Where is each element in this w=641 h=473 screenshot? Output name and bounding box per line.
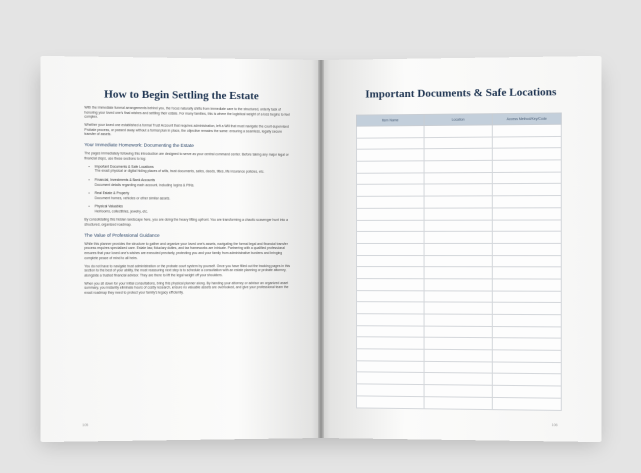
table-cell [424,279,492,291]
guidance-paragraph: When you sit down for your initial consultations, bring this physical planner along. By handing your attorney or advisor an organized asset summary, you instantly eliminate hours of costly research, ensure no valuable assets are overlooked, and give your professional team the exact roadmap they need to protect your family's legacy efficiently. [84,280,289,295]
table-cell [492,291,561,303]
list-item-text: Document homes, vehicles or other similar assets. [94,195,171,201]
table-row [357,172,562,185]
table-row [357,290,562,303]
section-heading: The Value of Professional Guidance [84,232,160,238]
table-row [357,267,562,279]
table-cell [492,350,561,362]
table-cell [357,302,425,314]
table-cell [492,196,561,208]
table-cell [492,385,561,398]
table-cell [492,184,561,196]
documents-table [356,113,562,411]
table-cell [492,303,561,315]
column-header-item-name: Item Name [357,114,425,126]
right-page [322,56,601,442]
column-header-location: Location [424,114,492,126]
table-cell [357,220,425,232]
table-cell [357,161,425,173]
table-cell [424,396,492,409]
table-cell [424,361,492,373]
table-cell [357,337,425,349]
list-item [95,205,291,215]
guidance-paragraph: You do not have to navigate trust administration or the probate court system by yourself. Once you have filled out the tracking pages in this section to the best of your ability, the most reassuring next step is to schedule a consultation with an estate planning or probate attorney, alongside a trusted financial advisor. They are there to lift the legal weight off your shoulders. [84,263,291,278]
table-cell [424,338,492,350]
table-cell [424,125,492,137]
table-cell [424,220,492,232]
table-cell [492,326,561,338]
table-cell [357,290,425,302]
table-cell [424,243,492,255]
document-checklist [95,164,291,214]
table-cell [424,196,492,208]
table-cell [424,172,492,184]
table-cell [424,385,492,398]
table-cell [424,302,492,314]
table-cell [357,232,425,244]
table-cell [492,267,561,279]
table-cell [424,137,492,149]
table-cell [357,137,425,149]
table-cell [492,255,561,267]
table-cell [492,338,561,350]
table-cell [357,267,425,279]
table-cell [492,279,561,291]
table-cell [424,184,492,196]
list-item-title: • Financial, Investments & Bank Accounts [94,177,155,183]
right-page-number: 106 [551,423,558,428]
table-row [357,184,562,197]
table-cell [492,219,561,231]
left-page-body [84,105,291,298]
list-item-text: Document details regarding each account, including logins & PINs. [94,182,195,187]
section-heading: Your Immediate Homework: Documenting the Estate [84,142,194,148]
list-item [95,191,291,201]
column-header-access-method: Access Method/Key/Code [492,113,561,125]
table-cell [357,384,425,396]
section-closing: By consolidating this hidden landscape here, you are doing the heavy lifting upfront. You are transforming a chaotic scavenger hunt into a structured, organized roadmap. [84,217,288,227]
table-cell [357,279,425,291]
table-cell [357,149,425,161]
table-cell [424,149,492,161]
table-row [357,396,562,410]
right-page-title: Important Documents & Safe Locations [365,86,557,101]
table-cell [357,325,425,337]
left-page-number: 105 [82,423,89,428]
open-planner-book [46,60,596,440]
list-item-text: Heirlooms, collectibles, jewelry, etc. [94,209,148,214]
table-cell [357,396,425,409]
list-item-title: • Physical Valuables [94,204,123,209]
table-cell [424,255,492,267]
table-cell [357,255,425,267]
table-cell [492,136,561,148]
table-body [357,124,562,410]
intro-paragraph: Whether your loved one established a formal Trust Account that requires administration, left a Will that must navigate the court-supervised Probate process, or passed away without a formal plan in place, the objective remains the same: ensuring a seamless, legally secure transfer of assets. [84,122,289,137]
section-intro: The pages immediately following this introduction are designed to serve as your central command center. Before taking any major legal or financial steps, use these sections to log: [84,151,289,161]
book-spine [318,60,324,438]
table-cell [492,231,561,243]
table-cell [492,314,561,326]
table-cell [492,148,561,160]
table-cell [424,267,492,279]
table-cell [357,361,425,373]
table-row [357,231,562,243]
list-item [95,164,291,174]
left-page-title: How to Begin Settling the Estate [104,88,259,103]
table-cell [357,314,425,326]
intro-paragraph: With the immediate funeral arrangements behind you, the focus naturally shifts from immediate care to the structured, orderly task of honoring your loved one's final wishes and settling their estate. For many families, this is where the logistical weight of a loss begins to feel complex. [84,105,290,119]
table-cell [357,126,425,138]
table-cell [357,184,425,196]
table-cell [424,349,492,361]
table-cell [492,208,561,220]
table-cell [492,397,561,410]
list-item-text: The exact physical or digital hiding places of wills, trust documents, safes, deeds, titles, life insurance policies, etc. [94,168,265,174]
table-cell [357,372,425,384]
table-row [357,219,562,231]
table-cell [424,326,492,338]
table-cell [424,208,492,220]
table-cell [357,243,425,255]
table-cell [357,196,425,208]
table-cell [424,231,492,243]
table-row [357,196,562,209]
table-cell [492,374,561,387]
table-cell [357,208,425,220]
list-item [95,178,291,188]
table-cell [357,173,425,185]
table-cell [424,160,492,172]
table-cell [492,243,561,255]
left-page [41,56,320,442]
table-row [357,255,562,267]
table-row [357,243,562,255]
guidance-paragraph: While this planner provides the structure to gather and organize your loved one's assets, navigating the formal legal and financial transfer process requires specialized care. Estate law, fiduciary duties, and tax frameworks are intricate. Partnering with a qualified professional ensures that your loved one's wishes are executed precisely, protecting you and your family from administrative burdens and bringing complete peace of mind to all heirs. [84,241,288,260]
list-item-title: • Real Estate & Property [94,191,130,196]
list-item-title: • Important Documents & Safe Locations [94,164,154,169]
table-row [357,208,562,220]
table-cell [424,290,492,302]
table-row [357,302,562,315]
table-cell [492,124,561,136]
table-cell [424,314,492,326]
table-cell [492,362,561,375]
table-row [357,279,562,291]
table-cell [357,349,425,361]
table-cell [424,373,492,385]
table-cell [492,172,561,184]
table-cell [492,160,561,172]
